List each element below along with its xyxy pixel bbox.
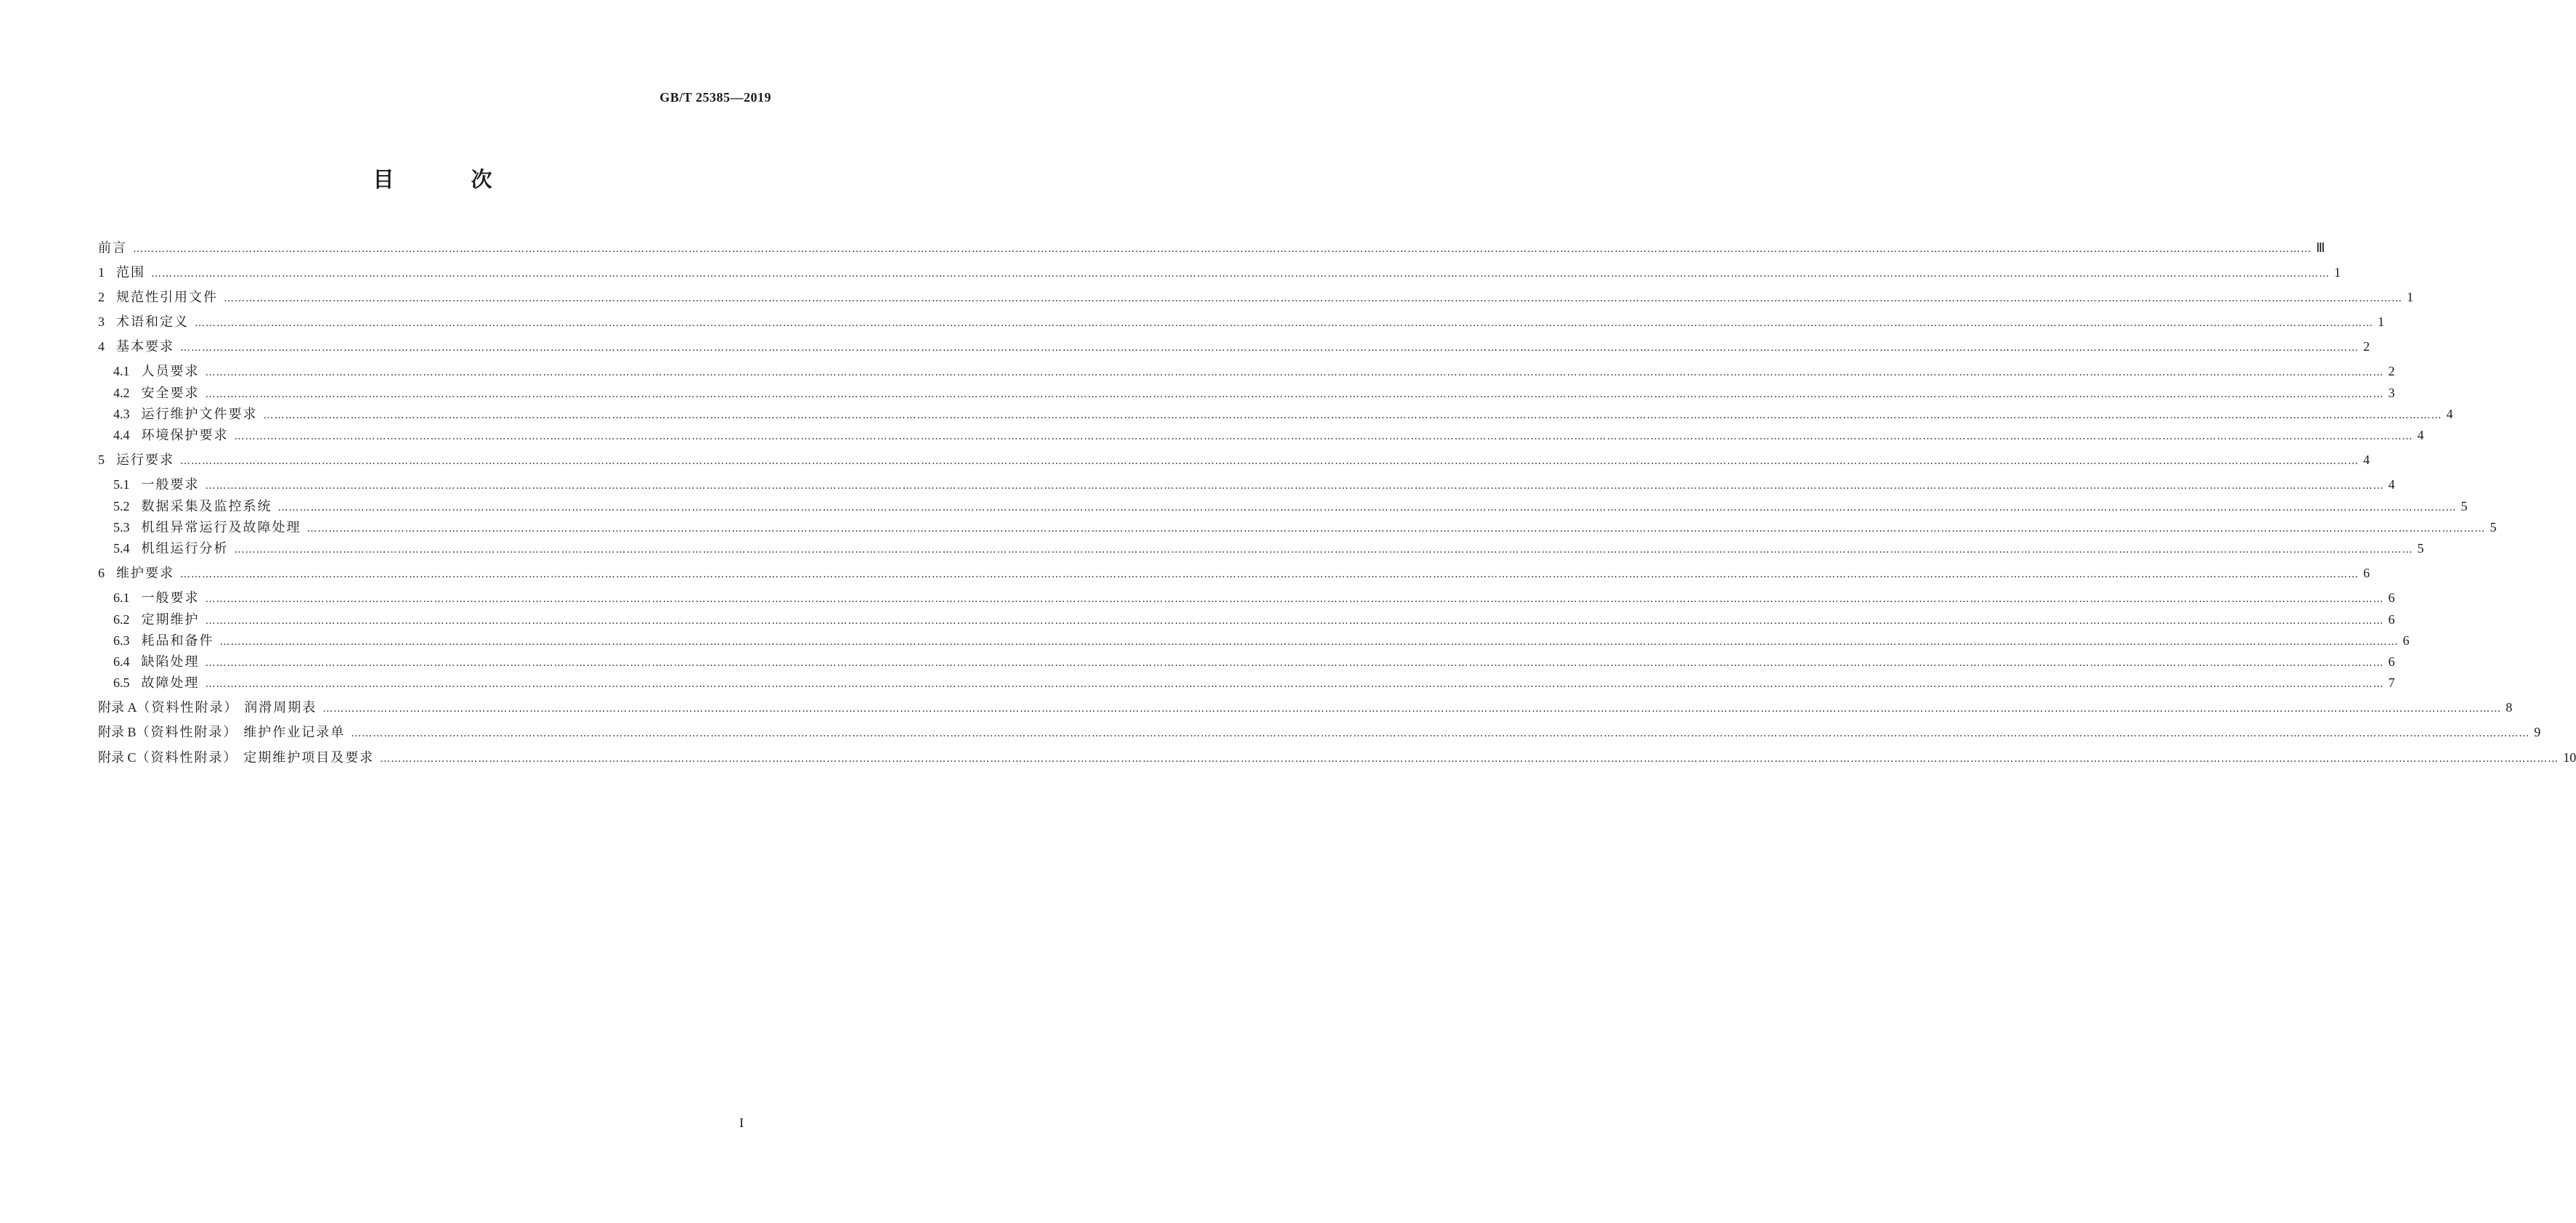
toc-entry-number: 5.4	[113, 541, 130, 556]
toc-leader-dots: ……………………………………………………………………………………………………………………………………………………………………………………………………………………………………………………………………………………………………………………………………………………………………………………………………………………………………………………………………………………………………………………………………………………	[205, 615, 2384, 627]
toc-entry[interactable]	[113, 630, 2410, 649]
toc-entry-label: 范围	[116, 265, 145, 280]
toc-entry-label: 运行维护文件要求	[141, 407, 258, 422]
toc-entry[interactable]	[98, 563, 2370, 582]
toc-entry[interactable]	[113, 517, 2497, 536]
toc-entry-number: 4	[98, 339, 105, 354]
toc-entry-page: 5	[2417, 541, 2424, 556]
toc-entry-label: 耗品和备件	[141, 633, 214, 649]
toc-entry-page: 4	[2417, 428, 2424, 442]
toc-entry-label: 基本要求	[116, 339, 174, 354]
toc-entry[interactable]	[113, 609, 2395, 628]
toc-leader-dots: ……………………………………………………………………………………………………………………………………………………………………………………………………………………………………………………………………………………………………………………………………………………………………………………………………………………………………………………………………………………………………………………………………………………	[234, 544, 2413, 556]
toc-entry-label: 前言	[98, 240, 127, 256]
toc-leader-dots: ……………………………………………………………………………………………………………………………………………………………………………………………………………………………………………………………………………………………………………………………………………………………………………………………………………………………………………………………………………………………………………………………………………………	[351, 728, 2530, 739]
toc-entry-label: 数据采集及监控系统	[141, 499, 272, 514]
toc-entry-label: 机组异常运行及故障处理	[141, 520, 301, 535]
toc-entry-number: 附录 A	[98, 700, 137, 715]
toc-entry-page: 1	[2334, 265, 2341, 280]
toc-entry[interactable]	[113, 651, 2395, 670]
toc-entry-label: 环境保护要求	[141, 428, 229, 443]
toc-leader-dots: ……………………………………………………………………………………………………………………………………………………………………………………………………………………………………………………………………………………………………………………………………………………………………………………………………………………………………………………………………………………………………………………………………………………	[205, 389, 2384, 400]
toc-entry-number: 5.3	[113, 520, 130, 535]
toc-entry-label: 安全要求	[141, 386, 200, 401]
toc-entry-page: 6	[2402, 633, 2410, 648]
toc-entry-number: 5.1	[113, 477, 130, 492]
toc-entry-number: 6.4	[113, 654, 130, 669]
toc-entry-number: 6.1	[113, 590, 130, 605]
page-title: 目 次	[373, 167, 527, 192]
toc-entry-label: （资料性附录） 定期维护项目及要求	[136, 750, 375, 765]
toc-leader-dots: ……………………………………………………………………………………………………………………………………………………………………………………………………………………………………………………………………………………………………………………………………………………………………………………………………………………………………………………………………………………………………………………………………………………	[205, 657, 2384, 669]
toc-entry-number: 3	[98, 314, 105, 329]
toc-entry[interactable]	[113, 588, 2395, 606]
toc-entry-number: 4.2	[113, 386, 130, 400]
toc-entry[interactable]	[113, 538, 2424, 557]
toc-leader-dots: ……………………………………………………………………………………………………………………………………………………………………………………………………………………………………………………………………………………………………………………………………………………………………………………………………………………………………………………………………………………………………………………………………………………	[380, 753, 2559, 765]
toc-entry-number: 2	[98, 290, 105, 304]
toc-entry[interactable]	[113, 496, 2468, 515]
toc-entry-page: 8	[2506, 700, 2513, 715]
toc-entry-number: 6.2	[113, 612, 130, 627]
toc-entry-label: 术语和定义	[116, 314, 189, 330]
toc-entry-page: Ⅲ	[2316, 240, 2325, 255]
toc-entry-label: 故障处理	[141, 675, 200, 691]
toc-entry-page: 6	[2388, 612, 2395, 627]
toc-entry-label: 一般要求	[141, 590, 200, 606]
toc-entry-label: （资料性附录） 润滑周期表	[137, 700, 317, 715]
toc-leader-dots: ……………………………………………………………………………………………………………………………………………………………………………………………………………………………………………………………………………………………………………………………………………………………………………………………………………………………………………………………………………………………………………………………………………………	[180, 455, 2359, 467]
toc-leader-dots: ……………………………………………………………………………………………………………………………………………………………………………………………………………………………………………………………………………………………………………………………………………………………………………………………………………………………………………………………………………………………………………………………………………………	[195, 317, 2373, 329]
toc-entry-page: 5	[2490, 520, 2497, 535]
toc-entry-number: 6.3	[113, 633, 130, 648]
toc-entry-number: 6	[98, 566, 105, 580]
toc-leader-dots: ……………………………………………………………………………………………………………………………………………………………………………………………………………………………………………………………………………………………………………………………………………………………………………………………………………………………………………………………………………………………………………………………………………………	[277, 502, 2457, 513]
toc-entry-page: 6	[2363, 566, 2370, 580]
toc-entry-number: 4.1	[113, 364, 130, 378]
toc-entry-number: 4.4	[113, 428, 130, 442]
toc-entry-page: 5	[2461, 499, 2468, 513]
toc-entry-label: 定期维护	[141, 612, 200, 627]
toc-entry-label: 维护要求	[116, 566, 174, 581]
toc-entry[interactable]	[98, 722, 2541, 741]
toc-entry[interactable]	[113, 673, 2395, 691]
toc-entry-number: 4.3	[113, 407, 130, 421]
toc-entry-page: 10	[2563, 750, 2576, 765]
toc-entry[interactable]	[98, 287, 2413, 306]
toc-entry-page: 6	[2388, 654, 2395, 669]
toc-entry-number: 5	[98, 452, 105, 467]
toc-entry-page: 4	[2363, 452, 2370, 467]
toc-entry-page: 1	[2378, 314, 2384, 329]
toc-entry[interactable]	[98, 262, 2341, 281]
toc-leader-dots: ……………………………………………………………………………………………………………………………………………………………………………………………………………………………………………………………………………………………………………………………………………………………………………………………………………………………………………………………………………………………………………………………………………………	[180, 342, 2359, 354]
toc-leader-dots: ……………………………………………………………………………………………………………………………………………………………………………………………………………………………………………………………………………………………………………………………………………………………………………………………………………………………………………………………………………………………………………………………………………………	[133, 243, 2312, 255]
toc-entry-label: 一般要求	[141, 477, 200, 492]
toc-entry[interactable]	[113, 474, 2395, 493]
toc-leader-dots: ……………………………………………………………………………………………………………………………………………………………………………………………………………………………………………………………………………………………………………………………………………………………………………………………………………………………………………………………………………………………………………………………………………………	[151, 268, 2330, 280]
standard-number: GB/T 25385—2019	[659, 90, 771, 105]
toc-leader-dots: ……………………………………………………………………………………………………………………………………………………………………………………………………………………………………………………………………………………………………………………………………………………………………………………………………………………………………………………………………………………………………………………………………………………	[224, 293, 2402, 304]
toc-entry-label: 缺陷处理	[141, 654, 200, 670]
toc-entry[interactable]	[113, 383, 2395, 402]
toc-leader-dots: ……………………………………………………………………………………………………………………………………………………………………………………………………………………………………………………………………………………………………………………………………………………………………………………………………………………………………………………………………………………………………………………………………………………	[219, 636, 2399, 648]
toc-entry[interactable]	[98, 450, 2370, 468]
toc-entry-number: 6.5	[113, 675, 130, 690]
page-number: I	[739, 1116, 744, 1130]
toc-leader-dots: ……………………………………………………………………………………………………………………………………………………………………………………………………………………………………………………………………………………………………………………………………………………………………………………………………………………………………………………………………………………………………………………………………………………	[205, 367, 2384, 378]
toc-entry-label: 人员要求	[141, 364, 200, 379]
toc-entry-number: 附录 C	[98, 750, 137, 765]
toc-entry[interactable]	[98, 697, 2513, 716]
toc-entry-label: 规范性引用文件	[116, 290, 218, 305]
toc-leader-dots: ……………………………………………………………………………………………………………………………………………………………………………………………………………………………………………………………………………………………………………………………………………………………………………………………………………………………………………………………………………………………………………………………………………………	[263, 410, 2442, 421]
toc-entry-number: 附录 B	[98, 725, 137, 739]
toc-entry-label: 机组运行分析	[141, 541, 229, 556]
toc-leader-dots: ……………………………………………………………………………………………………………………………………………………………………………………………………………………………………………………………………………………………………………………………………………………………………………………………………………………………………………………………………………………………………………………………………………………	[180, 569, 2359, 580]
toc-entry-number: 5.2	[113, 499, 130, 513]
toc-entry-label: 运行要求	[116, 452, 174, 468]
toc-leader-dots: ……………………………………………………………………………………………………………………………………………………………………………………………………………………………………………………………………………………………………………………………………………………………………………………………………………………………………………………………………………………………………………………………………………………	[205, 678, 2384, 690]
toc-entry[interactable]	[98, 312, 2384, 330]
toc-leader-dots: ……………………………………………………………………………………………………………………………………………………………………………………………………………………………………………………………………………………………………………………………………………………………………………………………………………………………………………………………………………………………………………………………………………………	[322, 703, 2502, 715]
toc-leader-dots: ……………………………………………………………………………………………………………………………………………………………………………………………………………………………………………………………………………………………………………………………………………………………………………………………………………………………………………………………………………………………………………………………………………………	[306, 523, 2486, 535]
toc-entry-page: 7	[2388, 675, 2395, 690]
toc-entry-page: 2	[2363, 339, 2370, 354]
toc-entry-page: 3	[2388, 386, 2395, 400]
toc-entry-page: 6	[2388, 590, 2395, 605]
toc-leader-dots: ……………………………………………………………………………………………………………………………………………………………………………………………………………………………………………………………………………………………………………………………………………………………………………………………………………………………………………………………………………………………………………………………………………………	[234, 431, 2413, 442]
toc-entry[interactable]	[98, 336, 2370, 355]
toc-entry[interactable]	[98, 237, 2325, 256]
toc-entry[interactable]	[98, 747, 2576, 766]
toc-entry-page: 4	[2388, 477, 2395, 492]
toc-leader-dots: ……………………………………………………………………………………………………………………………………………………………………………………………………………………………………………………………………………………………………………………………………………………………………………………………………………………………………………………………………………………………………………………………………………………	[205, 480, 2384, 492]
toc-leader-dots: ……………………………………………………………………………………………………………………………………………………………………………………………………………………………………………………………………………………………………………………………………………………………………………………………………………………………………………………………………………………………………………………………………………………	[205, 593, 2384, 605]
toc-entry-page: 4	[2446, 407, 2453, 421]
toc-entry[interactable]	[113, 361, 2395, 380]
toc-entry[interactable]	[113, 425, 2424, 444]
toc-entry[interactable]	[113, 404, 2453, 423]
toc-entry-label: （资料性附录） 维护作业记录单	[136, 725, 346, 740]
toc-entry-page: 2	[2388, 364, 2395, 378]
toc-entry-number: 1	[98, 265, 105, 280]
toc-entry-page: 1	[2407, 290, 2413, 304]
toc-entry-page: 9	[2534, 725, 2541, 739]
